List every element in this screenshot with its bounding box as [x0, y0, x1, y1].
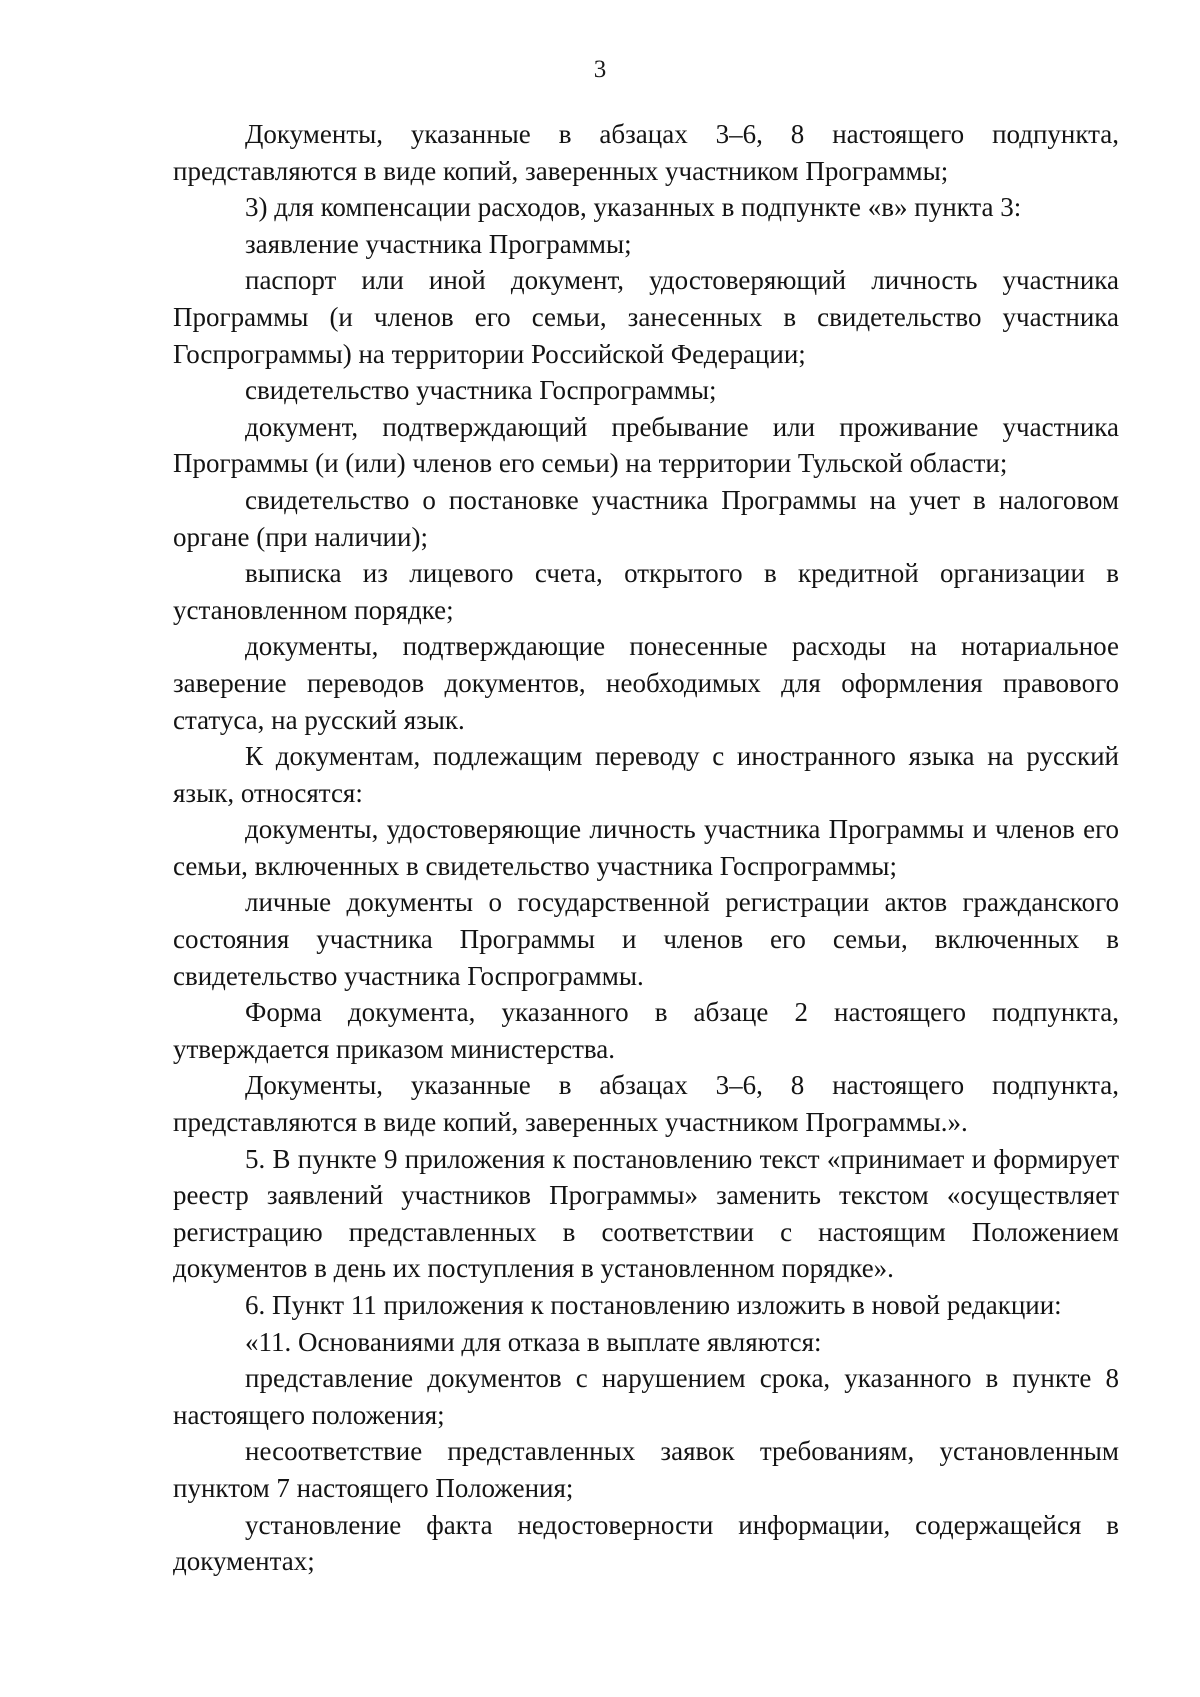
paragraph-certificate: свидетельство участника Госпрограммы; [245, 375, 717, 406]
paragraph-refusal-inaccuracy: установление факта недостоверности информации, содержащейся в документах; [173, 1509, 1119, 1577]
paragraph-residence-document: документ, подтверждающий пребывание или проживание участника Программы (и (или) членов его семьи) на территории Тульской области; [173, 411, 1119, 479]
paragraph-application: заявление участника Программы; [245, 228, 632, 259]
paragraph-refusal-deadline: представление документов с нарушением срока, указанного в пункте 8 настоящего положения; [173, 1363, 1119, 1430]
paragraph-refusal-requirements: несоответствие представленных заявок требованиям, установленным пунктом 7 настоящего Положения; [173, 1436, 1119, 1503]
paragraph-copies-note-final: Документы, указанные в абзацах 3–6, 8 настоящего подпункта, представляются в виде копий, заверенных участником Программы.». [173, 1070, 1119, 1138]
paragraph-identity-documents: документы, удостоверяющие личность участника Программы и членов его семьи, включенных в свидетельство участника Госпрограммы; [173, 814, 1119, 881]
paragraph-notary-expenses: документы, подтверждающие понесенные расходы на нотариальное заверение переводов документов, необходимых для оформления правового статуса, на русский язык. [173, 631, 1119, 735]
paragraph-bank-statement: выписка из лицевого счета, открытого в кредитной организации в установленном порядке; [173, 558, 1119, 625]
paragraph-civil-status-documents: личные документы о государственной регистрации актов гражданского состояния участника Программы и членов его семьи, включенных в свидетельство участника Госпрограммы. [173, 887, 1119, 991]
paragraph-form-approval: Форма документа, указанного в абзаце 2 настоящего подпункта, утверждается приказом министерства. [173, 997, 1119, 1064]
paragraph-passport: паспорт или иной документ, удостоверяющий личность участника Программы (и членов его семьи, занесенных в свидетельство участника Госпрограммы) на территории Российской Федерации; [173, 265, 1119, 369]
paragraph-tax-registration: свидетельство о постановке участника Программы на учет в налоговом органе (при наличии); [173, 484, 1119, 552]
paragraph-translation-heading: К документам, подлежащим переводу с иностранного языка на русский язык, относятся: [173, 741, 1119, 808]
paragraph-item-6: 6. Пункт 11 приложения к постановлению изложить в новой редакции: [245, 1290, 1062, 1320]
paragraph-item-5: 5. В пункте 9 приложения к постановлению текст «принимает и формирует реестр заявлений участников Программы» заменить текстом «осуществляет регистрацию представленных в соответствии с настоящим Положением документов в день их поступления в установленном порядке». [173, 1143, 1119, 1284]
paragraph-copies-note: Документы, указанные в абзацах 3–6, 8 настоящего подпункта, представляются в виде копий, заверенных участником Программы; [173, 119, 1119, 186]
paragraph-subitem-3-heading: 3) для компенсации расходов, указанных в подпункте «в» пункта 3: [245, 192, 1022, 223]
paragraph-item-11-heading: «11. Основаниями для отказа в выплате являются: [245, 1326, 822, 1357]
page-number: 3 [593, 56, 607, 83]
document-body [173, 116, 1119, 1580]
